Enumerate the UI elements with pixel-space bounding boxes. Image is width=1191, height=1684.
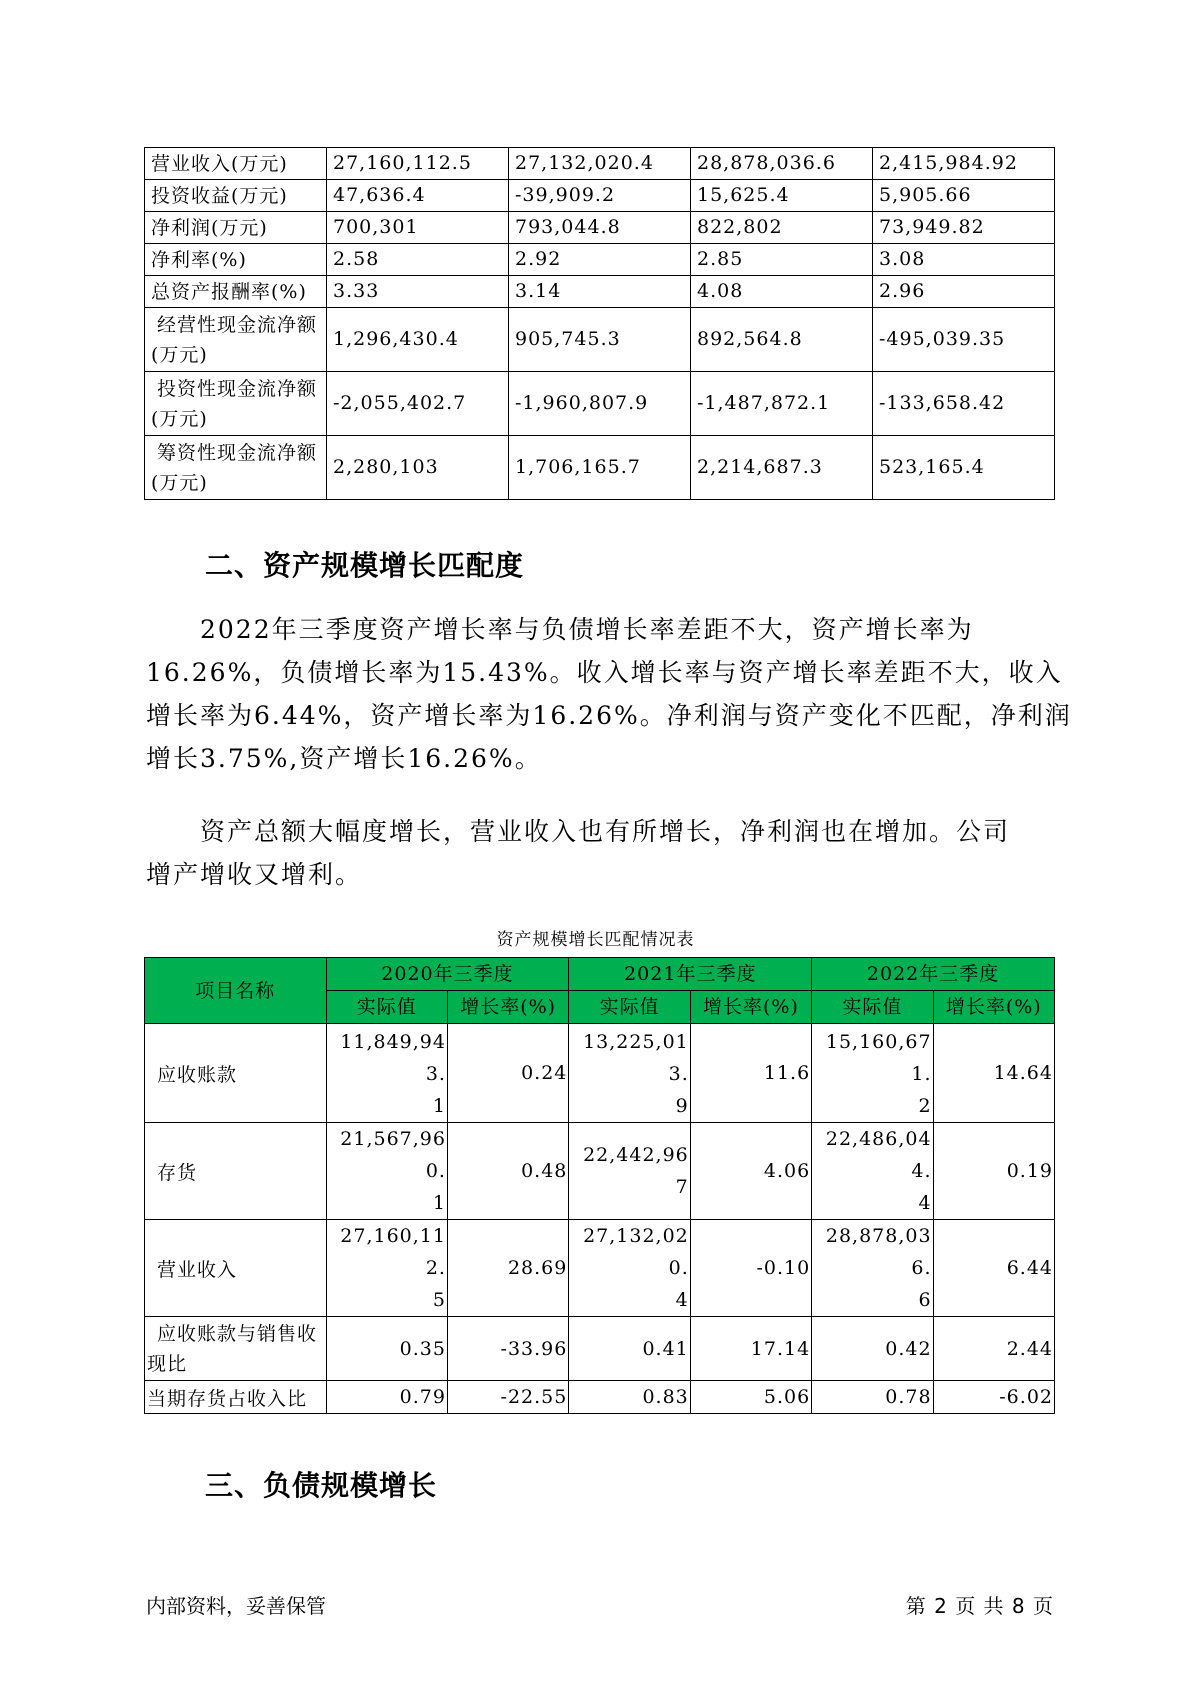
- table-cell: -495,039.35: [873, 308, 1055, 372]
- table-cell: [569, 1024, 690, 1123]
- period-header: 2022年三季度: [812, 958, 1055, 991]
- column-header: 实际值: [569, 991, 690, 1024]
- row-label: 当期存货占收入比: [145, 1381, 327, 1414]
- table-cell: 0.78: [812, 1381, 933, 1414]
- table-cell: [326, 1123, 447, 1220]
- cell-line: 27,160,112.: [340, 1225, 446, 1279]
- section-heading: 三、负债规模增长: [205, 1469, 438, 1502]
- row-label-line: 经营性现金流净额: [157, 313, 318, 336]
- row-label-line: 筹资性现金流净额: [157, 441, 318, 464]
- table-cell: 0.48: [447, 1123, 568, 1220]
- cell-line: 1: [432, 1192, 446, 1214]
- table-row: [145, 1381, 1055, 1414]
- period-header: 2021年三季度: [569, 958, 812, 991]
- table-row: [145, 1220, 1055, 1317]
- table-cell: [812, 1024, 933, 1123]
- table-row: [145, 180, 1055, 212]
- table-cell: [812, 1220, 933, 1317]
- table-cell: 15,625.4: [691, 180, 873, 212]
- table-cell: 3.08: [873, 244, 1055, 276]
- table-cell: [326, 1024, 447, 1123]
- table-cell: 0.83: [569, 1381, 690, 1414]
- row-label: 营业收入(万元): [145, 148, 327, 180]
- cell-line: 15,160,671.: [825, 1031, 932, 1085]
- column-header: 增长率(%): [933, 991, 1054, 1024]
- column-header: 实际值: [812, 991, 933, 1024]
- table-cell: 2.58: [327, 244, 509, 276]
- cell-line: 9: [675, 1095, 689, 1117]
- table-row: [145, 372, 1055, 436]
- table-cell: 3.33: [327, 276, 509, 308]
- row-label-line: 现比: [147, 1352, 188, 1375]
- row-label: 投资收益(万元): [145, 180, 327, 212]
- table-cell: 6.44: [933, 1220, 1054, 1317]
- table-cell: -133,658.42: [873, 372, 1055, 436]
- table-cell: 3.14: [509, 276, 691, 308]
- row-label-line: 投资性现金流净额: [157, 377, 318, 400]
- table-cell: 0.35: [326, 1317, 447, 1381]
- table-cell: 700,301: [327, 212, 509, 244]
- table-cell: 2.44: [933, 1317, 1054, 1381]
- table-cell: -39,909.2: [509, 180, 691, 212]
- table-cell: [569, 1220, 690, 1317]
- row-label: [145, 1317, 327, 1381]
- paragraph-line: 增长率为6.44%，资产增长率为16.26%。净利润与资产变化不匹配，净利润: [146, 701, 1072, 730]
- row-label: 应收账款: [145, 1024, 327, 1123]
- table-cell: 73,949.82: [873, 212, 1055, 244]
- table-cell: 2.85: [691, 244, 873, 276]
- paragraph-line: 16.26%，负债增长率为15.43%。收入增长率与资产增长率差距不大，收入: [146, 658, 1063, 687]
- cell-line: 2: [918, 1095, 932, 1117]
- table-cell: 5,905.66: [873, 180, 1055, 212]
- cell-line: 6: [918, 1289, 932, 1311]
- table-row: [145, 1024, 1055, 1123]
- table-cell: -1,487,872.1: [691, 372, 873, 436]
- paragraph-line: 增产增收又增利。: [146, 860, 363, 889]
- table-cell: 1,296,430.4: [327, 308, 509, 372]
- table-cell: 2,415,984.92: [873, 148, 1055, 180]
- table-cell: 2,214,687.3: [691, 436, 873, 500]
- cell-line: 4: [675, 1289, 689, 1311]
- table-row: [145, 436, 1055, 500]
- table-caption: 资产规模增长匹配情况表: [496, 930, 695, 950]
- row-label: [145, 436, 327, 500]
- table-cell: 47,636.4: [327, 180, 509, 212]
- table-row: [145, 148, 1055, 180]
- cell-line: 27,132,020.: [583, 1225, 689, 1279]
- table-cell: 4.06: [690, 1123, 811, 1220]
- asset-growth-match-table: [144, 957, 1055, 1414]
- table-header-row: [145, 958, 1055, 991]
- table-row: [145, 1123, 1055, 1220]
- cell-line: 11,849,943.: [340, 1031, 446, 1085]
- row-label: 总资产报酬率(%): [145, 276, 327, 308]
- table-cell: 2,280,103: [327, 436, 509, 500]
- section-heading: 二、资产规模增长匹配度: [205, 549, 525, 582]
- table-cell: 793,044.8: [509, 212, 691, 244]
- table-cell: 892,564.8: [691, 308, 873, 372]
- table-cell: 0.19: [933, 1123, 1054, 1220]
- table-cell: -0.10: [690, 1220, 811, 1317]
- table-cell: 27,132,020.4: [509, 148, 691, 180]
- table-row: [145, 276, 1055, 308]
- column-header: 实际值: [326, 991, 447, 1024]
- row-label-line: (万元): [151, 343, 208, 366]
- table-cell: 0.24: [447, 1024, 568, 1123]
- table-cell: -22.55: [447, 1381, 568, 1414]
- cell-line: 22,486,044.: [825, 1128, 932, 1182]
- paragraph: [146, 810, 1051, 896]
- table-cell: 11.6: [690, 1024, 811, 1123]
- row-label: [145, 308, 327, 372]
- financial-summary-table: [144, 147, 1055, 500]
- table-row: [145, 308, 1055, 372]
- cell-line: 21,567,960.: [340, 1128, 446, 1182]
- row-label: 净利率(%): [145, 244, 327, 276]
- table-cell: 0.79: [326, 1381, 447, 1414]
- cell-line: 4: [918, 1192, 932, 1214]
- table-cell: 0.41: [569, 1317, 690, 1381]
- row-label: 存货: [145, 1123, 327, 1220]
- table-cell: 0.42: [812, 1317, 933, 1381]
- table-cell: 22,442,967: [569, 1123, 690, 1220]
- table-cell: 523,165.4: [873, 436, 1055, 500]
- row-label: 营业收入: [145, 1220, 327, 1317]
- table-row: [145, 212, 1055, 244]
- table-cell: 28.69: [447, 1220, 568, 1317]
- cell-line: 28,878,036.: [825, 1225, 932, 1279]
- column-header: 增长率(%): [690, 991, 811, 1024]
- table-cell: 905,745.3: [509, 308, 691, 372]
- row-label-line: (万元): [151, 407, 208, 430]
- table-cell: 14.64: [933, 1024, 1054, 1123]
- cell-line: 5: [432, 1289, 446, 1311]
- table-cell: 4.08: [691, 276, 873, 308]
- table-cell: 17.14: [690, 1317, 811, 1381]
- row-label: [145, 372, 327, 436]
- table-cell: -1,960,807.9: [509, 372, 691, 436]
- table-cell: 2.96: [873, 276, 1055, 308]
- paragraph-line: 增长3.75%,资产增长16.26%。: [146, 744, 542, 773]
- row-label: 净利润(万元): [145, 212, 327, 244]
- table-cell: 5.06: [690, 1381, 811, 1414]
- table-row: [145, 1317, 1055, 1381]
- footer-page-number: 第 2 页 共 8 页: [905, 1594, 1054, 1618]
- column-header: 增长率(%): [447, 991, 568, 1024]
- row-label-line: (万元): [151, 471, 208, 494]
- paragraph-line: 2022年三季度资产增长率与负债增长率差距不大，资产增长率为: [200, 615, 974, 644]
- table-cell: [812, 1123, 933, 1220]
- column-header: 项目名称: [145, 958, 327, 1024]
- period-header: 2020年三季度: [326, 958, 569, 991]
- paragraph: [146, 608, 1072, 780]
- table-cell: -33.96: [447, 1317, 568, 1381]
- row-label-line: 应收账款与销售收: [157, 1322, 318, 1345]
- table-cell: 2.92: [509, 244, 691, 276]
- cell-line: 1: [432, 1095, 446, 1117]
- table-cell: -6.02: [933, 1381, 1054, 1414]
- paragraph-line: 资产总额大幅度增长，营业收入也有所增长，净利润也在增加。公司: [200, 817, 1011, 846]
- cell-line: 13,225,013.: [583, 1031, 689, 1085]
- table-row: [145, 244, 1055, 276]
- table-cell: 27,160,112.5: [327, 148, 509, 180]
- table-cell: -2,055,402.7: [327, 372, 509, 436]
- table-cell: 822,802: [691, 212, 873, 244]
- footer-confidential: 内部资料，妥善保管: [146, 1594, 326, 1618]
- table-cell: 28,878,036.6: [691, 148, 873, 180]
- table-cell: [326, 1220, 447, 1317]
- table-cell: 1,706,165.7: [509, 436, 691, 500]
